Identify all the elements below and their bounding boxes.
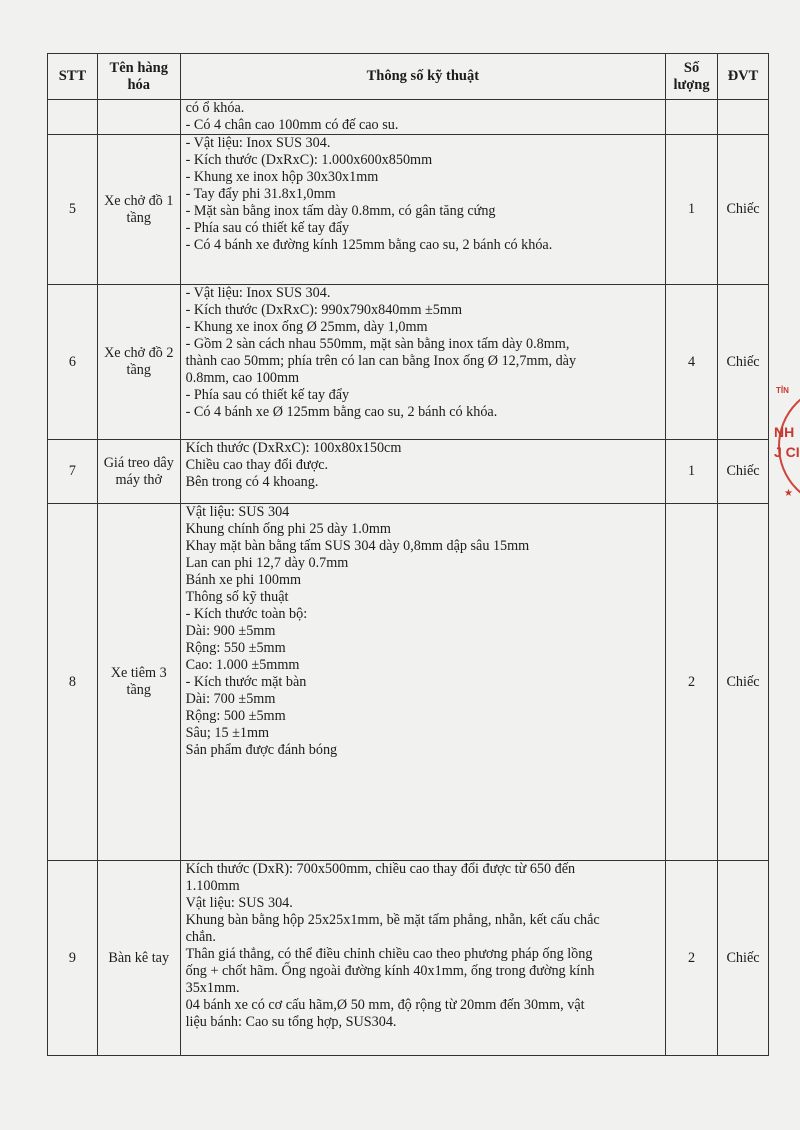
cell-stt: 6 <box>48 285 98 440</box>
spec-line: Khung bàn bằng hộp 25x25x1mm, bề mặt tấm phẳng, nhẵn, kết cấu chắc <box>185 912 600 928</box>
cell-quantity: 1 <box>666 135 718 285</box>
cell-stt: 9 <box>48 861 98 1056</box>
cell-product-name: Bàn kê tay <box>97 861 180 1056</box>
spec-line: - Gồm 2 sàn cách nhau 550mm, mặt sàn bằng inox tấm dày 0.8mm, <box>185 336 570 352</box>
spec-line: - Khung xe inox ống Ø 25mm, dày 1,0mm <box>185 319 428 335</box>
spec-line: Vật liệu: SUS 304 <box>185 504 290 520</box>
spec-line: Sản phẩm được đánh bóng <box>185 742 338 758</box>
cell-product-name <box>97 100 180 135</box>
cell-product-name: Xe chở đồ 1 tầng <box>97 135 180 285</box>
cell-quantity: 2 <box>666 861 718 1056</box>
cell-quantity: 2 <box>666 504 718 861</box>
table-row <box>48 440 769 504</box>
spec-line: Bánh xe phi 100mm <box>185 572 302 588</box>
spec-line: - Vật liệu: Inox SUS 304. <box>185 285 331 301</box>
table-row <box>48 861 769 1056</box>
spec-line: - Kích thước toàn bộ: <box>185 606 308 622</box>
spec-line: - Kích thước (DxRxC): 1.000x600x850mm <box>185 152 433 168</box>
table-row <box>48 504 769 861</box>
spec-line: - Kích thước (DxRxC): 990x790x840mm ±5mm <box>185 302 462 318</box>
cell-quantity: 1 <box>666 440 718 504</box>
spec-line: Thông số kỹ thuật <box>185 589 289 605</box>
header-spec: Thông số kỹ thuật <box>180 54 665 100</box>
spec-line: Cao: 1.000 ±5mmm <box>185 657 300 673</box>
spec-line: Kích thước (DxRxC): 100x80x150cm <box>185 440 402 456</box>
spec-line: 04 bánh xe có cơ cấu hãm,Ø 50 mm, độ rộng từ 20mm đến 30mm, vật <box>185 997 585 1013</box>
spec-line: ống + chốt hãm. Ống ngoài đường kính 40x1mm, ống trong đường kính <box>185 963 595 979</box>
spec-line: - Có 4 chân cao 100mm có đế cao su. <box>185 117 399 133</box>
cell-specifications <box>180 285 665 440</box>
spec-line: Sâu; 15 ±1mm <box>185 725 270 741</box>
spec-line: 1.100mm <box>185 878 240 894</box>
spec-line: Dài: 900 ±5mm <box>185 623 276 639</box>
spec-line: - Có 4 bánh xe đường kính 125mm bằng cao su, 2 bánh có khóa. <box>185 237 553 253</box>
seal-star-icon: ★ <box>784 488 793 499</box>
spec-line: 0.8mm, cao 100mm <box>185 370 300 386</box>
cell-unit: Chiếc <box>718 504 769 861</box>
header-name: Tên hàng hóa <box>97 54 180 100</box>
cell-specifications <box>180 861 665 1056</box>
header-qty: Số lượng <box>666 54 718 100</box>
spec-line: thành cao 50mm; phía trên có lan can bằng Inox ống Ø 12,7mm, dày <box>185 353 577 369</box>
cell-quantity: 4 <box>666 285 718 440</box>
cell-quantity <box>666 100 718 135</box>
spec-line: - Kích thước mặt bàn <box>185 674 307 690</box>
cell-unit: Chiếc <box>718 440 769 504</box>
red-seal-fragment <box>772 378 800 518</box>
spec-line: - Vật liệu: Inox SUS 304. <box>185 135 331 151</box>
spec-line: Dài: 700 ±5mm <box>185 691 276 707</box>
spec-line: - Phía sau có thiết kế tay đẩy <box>185 387 350 403</box>
cell-unit: Chiếc <box>718 135 769 285</box>
spec-line: Khay mặt bàn bằng tấm SUS 304 dày 0,8mm dập sâu 15mm <box>185 538 530 554</box>
table-row <box>48 100 769 135</box>
table-header-row <box>48 54 769 100</box>
spec-line: Thân giá thẳng, có thể điều chỉnh chiều cao theo phương pháp ống lồng <box>185 946 593 962</box>
cell-product-name: Xe tiêm 3 tầng <box>97 504 180 861</box>
spec-line: Chiều cao thay đổi được. <box>185 457 329 473</box>
seal-text-top: TỈN <box>776 386 789 395</box>
spec-line: Rộng: 500 ±5mm <box>185 708 286 724</box>
cell-specifications <box>180 135 665 285</box>
cell-unit: Chiếc <box>718 861 769 1056</box>
spec-line: - Có 4 bánh xe Ø 125mm bằng cao su, 2 bánh có khóa. <box>185 404 498 420</box>
spec-line: - Phía sau có thiết kế tay đẩy <box>185 220 350 236</box>
spec-line: Rộng: 550 ±5mm <box>185 640 286 656</box>
cell-unit: Chiếc <box>718 285 769 440</box>
cell-unit <box>718 100 769 135</box>
table-row <box>48 135 769 285</box>
spec-line: Kích thước (DxR): 700x500mm, chiều cao thay đổi được từ 650 đến <box>185 861 576 877</box>
cell-product-name: Giá treo dây máy thở <box>97 440 180 504</box>
cell-stt: 8 <box>48 504 98 861</box>
spec-line: - Tay đẩy phi 31.8x1,0mm <box>185 186 336 202</box>
cell-stt: 7 <box>48 440 98 504</box>
cell-product-name: Xe chở đồ 2 tầng <box>97 285 180 440</box>
header-unit: ĐVT <box>718 54 769 100</box>
cell-specifications <box>180 504 665 861</box>
cell-stt: 5 <box>48 135 98 285</box>
spec-line: - Mặt sàn bằng inox tấm dày 0.8mm, có gân tăng cứng <box>185 203 496 219</box>
spec-line: chắn. <box>185 929 216 945</box>
seal-text-middle: NH <box>774 424 795 440</box>
table-row <box>48 285 769 440</box>
spec-line: liệu bánh: Cao su tổng hợp, SUS304. <box>185 1014 397 1030</box>
seal-text-bottom: J CI <box>774 444 800 460</box>
spec-table <box>47 53 769 1056</box>
spec-line: Lan can phi 12,7 dày 0.7mm <box>185 555 349 571</box>
spec-line: Vật liệu: SUS 304. <box>185 895 293 911</box>
header-stt: STT <box>48 54 98 100</box>
spec-line: 35x1mm. <box>185 980 240 996</box>
spec-line: Bên trong có 4 khoang. <box>185 474 319 490</box>
cell-stt <box>48 100 98 135</box>
spec-line: có ổ khóa. <box>185 100 245 116</box>
spec-line: - Khung xe inox hộp 30x30x1mm <box>185 169 379 185</box>
cell-specifications <box>180 440 665 504</box>
spec-line: Khung chính ống phi 25 dày 1.0mm <box>185 521 391 537</box>
cell-specifications <box>180 100 665 135</box>
